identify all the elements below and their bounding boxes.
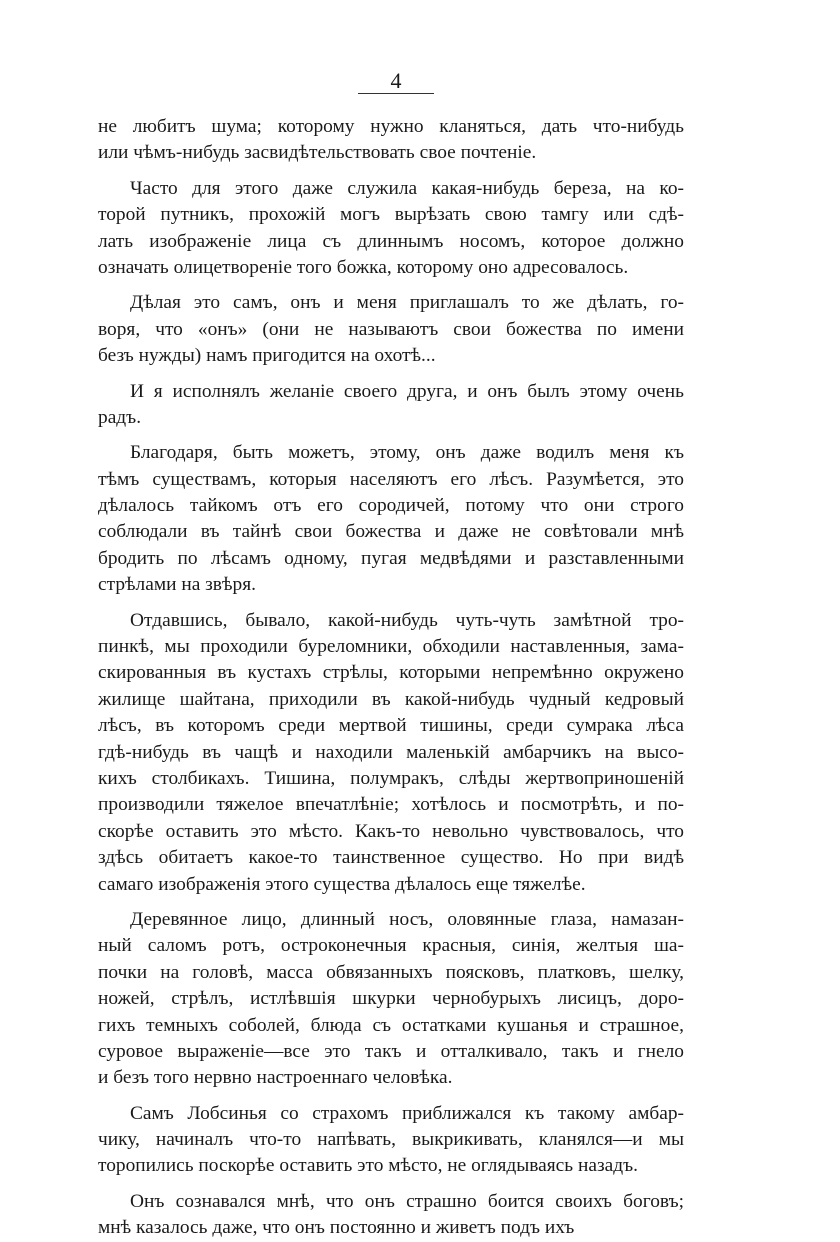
paragraph	[98, 1189, 684, 1242]
text-line: ный саломъ ротъ, остроконечныя красныя, синія, желтыя ша-	[98, 935, 684, 957]
text-line: торой путникъ, прохожій могъ вырѣзать свою тамгу или сдѣ-	[98, 204, 684, 226]
text-line: пинкѣ, мы проходили буреломники, обходили наставленныя, зама-	[98, 636, 684, 658]
text-line: радъ.	[98, 406, 142, 428]
text-line: Благодаря, быть можетъ, этому, онъ даже водилъ меня къ	[130, 442, 684, 464]
text-line: гдѣ-нибудь въ чащѣ и находили маленькій амбарчикъ на высо-	[98, 741, 684, 763]
text-line: дѣлалось тайкомъ отъ его сородичей, потому что они строго	[98, 495, 684, 517]
text-line: И я исполнялъ желаніе своего друга, и онъ былъ этому очень	[130, 380, 684, 402]
paragraph	[98, 176, 684, 282]
paragraph	[98, 1101, 684, 1180]
page-number-rule	[358, 93, 434, 94]
text-line: скированныя въ кустахъ стрѣлы, которыми непремѣнно окружено	[98, 662, 684, 684]
paragraph	[98, 114, 684, 167]
text-line: Отдавшись, бывало, какой-нибудь чуть-чуть замѣтной тро-	[130, 609, 684, 631]
paragraph-gap	[98, 599, 684, 608]
text-line: воря, что «онъ» (они не называютъ свои божества по имени	[98, 318, 684, 340]
text-line: не любитъ шума; которому нужно кланяться, дать что-нибудь	[98, 116, 684, 137]
text-line: суровое выраженіе—все это такъ и отталкивало, такъ и гнело	[98, 1040, 684, 1062]
paragraph-gap	[98, 431, 684, 440]
paragraph-gap	[98, 1092, 684, 1101]
text-line: почки на головѣ, масса обвязанныхъ поясковъ, платковъ, шелку,	[98, 961, 684, 983]
paragraph-gap	[98, 281, 684, 290]
paragraph	[98, 379, 684, 432]
text-line: Самъ Лобсинья со страхомъ приближался къ такому амбар-	[130, 1102, 684, 1124]
text-line: соблюдали въ тайнѣ свои божества и даже не совѣтовали мнѣ	[98, 521, 684, 543]
text-line: мнѣ казалось даже, что онъ постоянно и живетъ подъ ихъ	[98, 1217, 575, 1239]
text-line: производили тяжелое впечатлѣніе; хотѣлось и посмотрѣть, и по-	[98, 794, 684, 816]
text-line: Дѣлая это самъ, онъ и меня приглашалъ то же дѣлать, го-	[130, 292, 684, 314]
paragraph	[98, 608, 684, 898]
text-line: скорѣе оставить это мѣсто. Какъ-то невольно чувствовалось, что	[98, 820, 684, 842]
paragraph-gap	[98, 370, 684, 379]
text-line: стрѣлами на звѣря.	[98, 574, 256, 596]
paragraph-gap	[98, 167, 684, 176]
text-line: здѣсь обитаетъ какое-то таинственное существо. Но при видѣ	[98, 847, 684, 869]
body-text	[98, 114, 684, 1242]
text-line: Онъ сознавался мнѣ, что онъ страшно боится своихъ боговъ;	[130, 1190, 684, 1212]
text-line: безъ нужды) намъ пригодится на охотѣ...	[98, 345, 436, 367]
page-number: 4	[390, 68, 402, 93]
text-line: жилище шайтана, приходили въ какой-нибудь чудный кедровый	[98, 688, 684, 710]
text-line: лать изображеніе лица съ длиннымъ носомъ, которое должно	[98, 230, 684, 252]
text-line: кихъ столбикахъ. Тишина, полумракъ, слѣды жертвоприношеній	[98, 767, 684, 789]
paragraph	[98, 290, 684, 369]
paragraph	[98, 907, 684, 1092]
text-line: Деревянное лицо, длинный носъ, оловянные глаза, намазан-	[130, 908, 684, 930]
text-line: и безъ того нервно настроеннаго человѣка.	[98, 1067, 453, 1089]
text-line: тѣмъ существамъ, которыя населяютъ его лѣсъ. Разумѣется, это	[98, 468, 684, 490]
text-line: ножей, стрѣлъ, истлѣвшія шкурки чернобурыхъ лисицъ, доро-	[98, 988, 684, 1010]
text-line: лѣсъ, въ которомъ среди мертвой тишины, среди сумрака лѣса	[98, 715, 684, 737]
paragraph-gap	[98, 1180, 684, 1189]
text-line: Часто для этого даже служила какая-нибудь береза, на ко-	[130, 177, 684, 199]
paragraph	[98, 440, 684, 598]
text-line: гихъ темныхъ соболей, блюда съ остатками кушанья и страшное,	[98, 1014, 684, 1036]
text-line: самаго изображенія этого существа дѣлалось еще тяжелѣе.	[98, 873, 586, 895]
text-line: означать олицетвореніе того божка, которому оно адресовалось.	[98, 256, 629, 278]
text-line: бродить по лѣсамъ одному, пугая медвѣдями и разставленными	[98, 547, 684, 569]
text-line: чику, начиналъ что-то напѣвать, выкрикивать, кланялся—и мы	[98, 1129, 684, 1151]
paragraph-gap	[98, 898, 684, 907]
text-line: или чѣмъ-нибудь засвидѣтельствовать свое почтеніе.	[98, 142, 537, 164]
text-line: торопились поскорѣе оставить это мѣсто, не оглядываясь назадъ.	[98, 1155, 638, 1177]
